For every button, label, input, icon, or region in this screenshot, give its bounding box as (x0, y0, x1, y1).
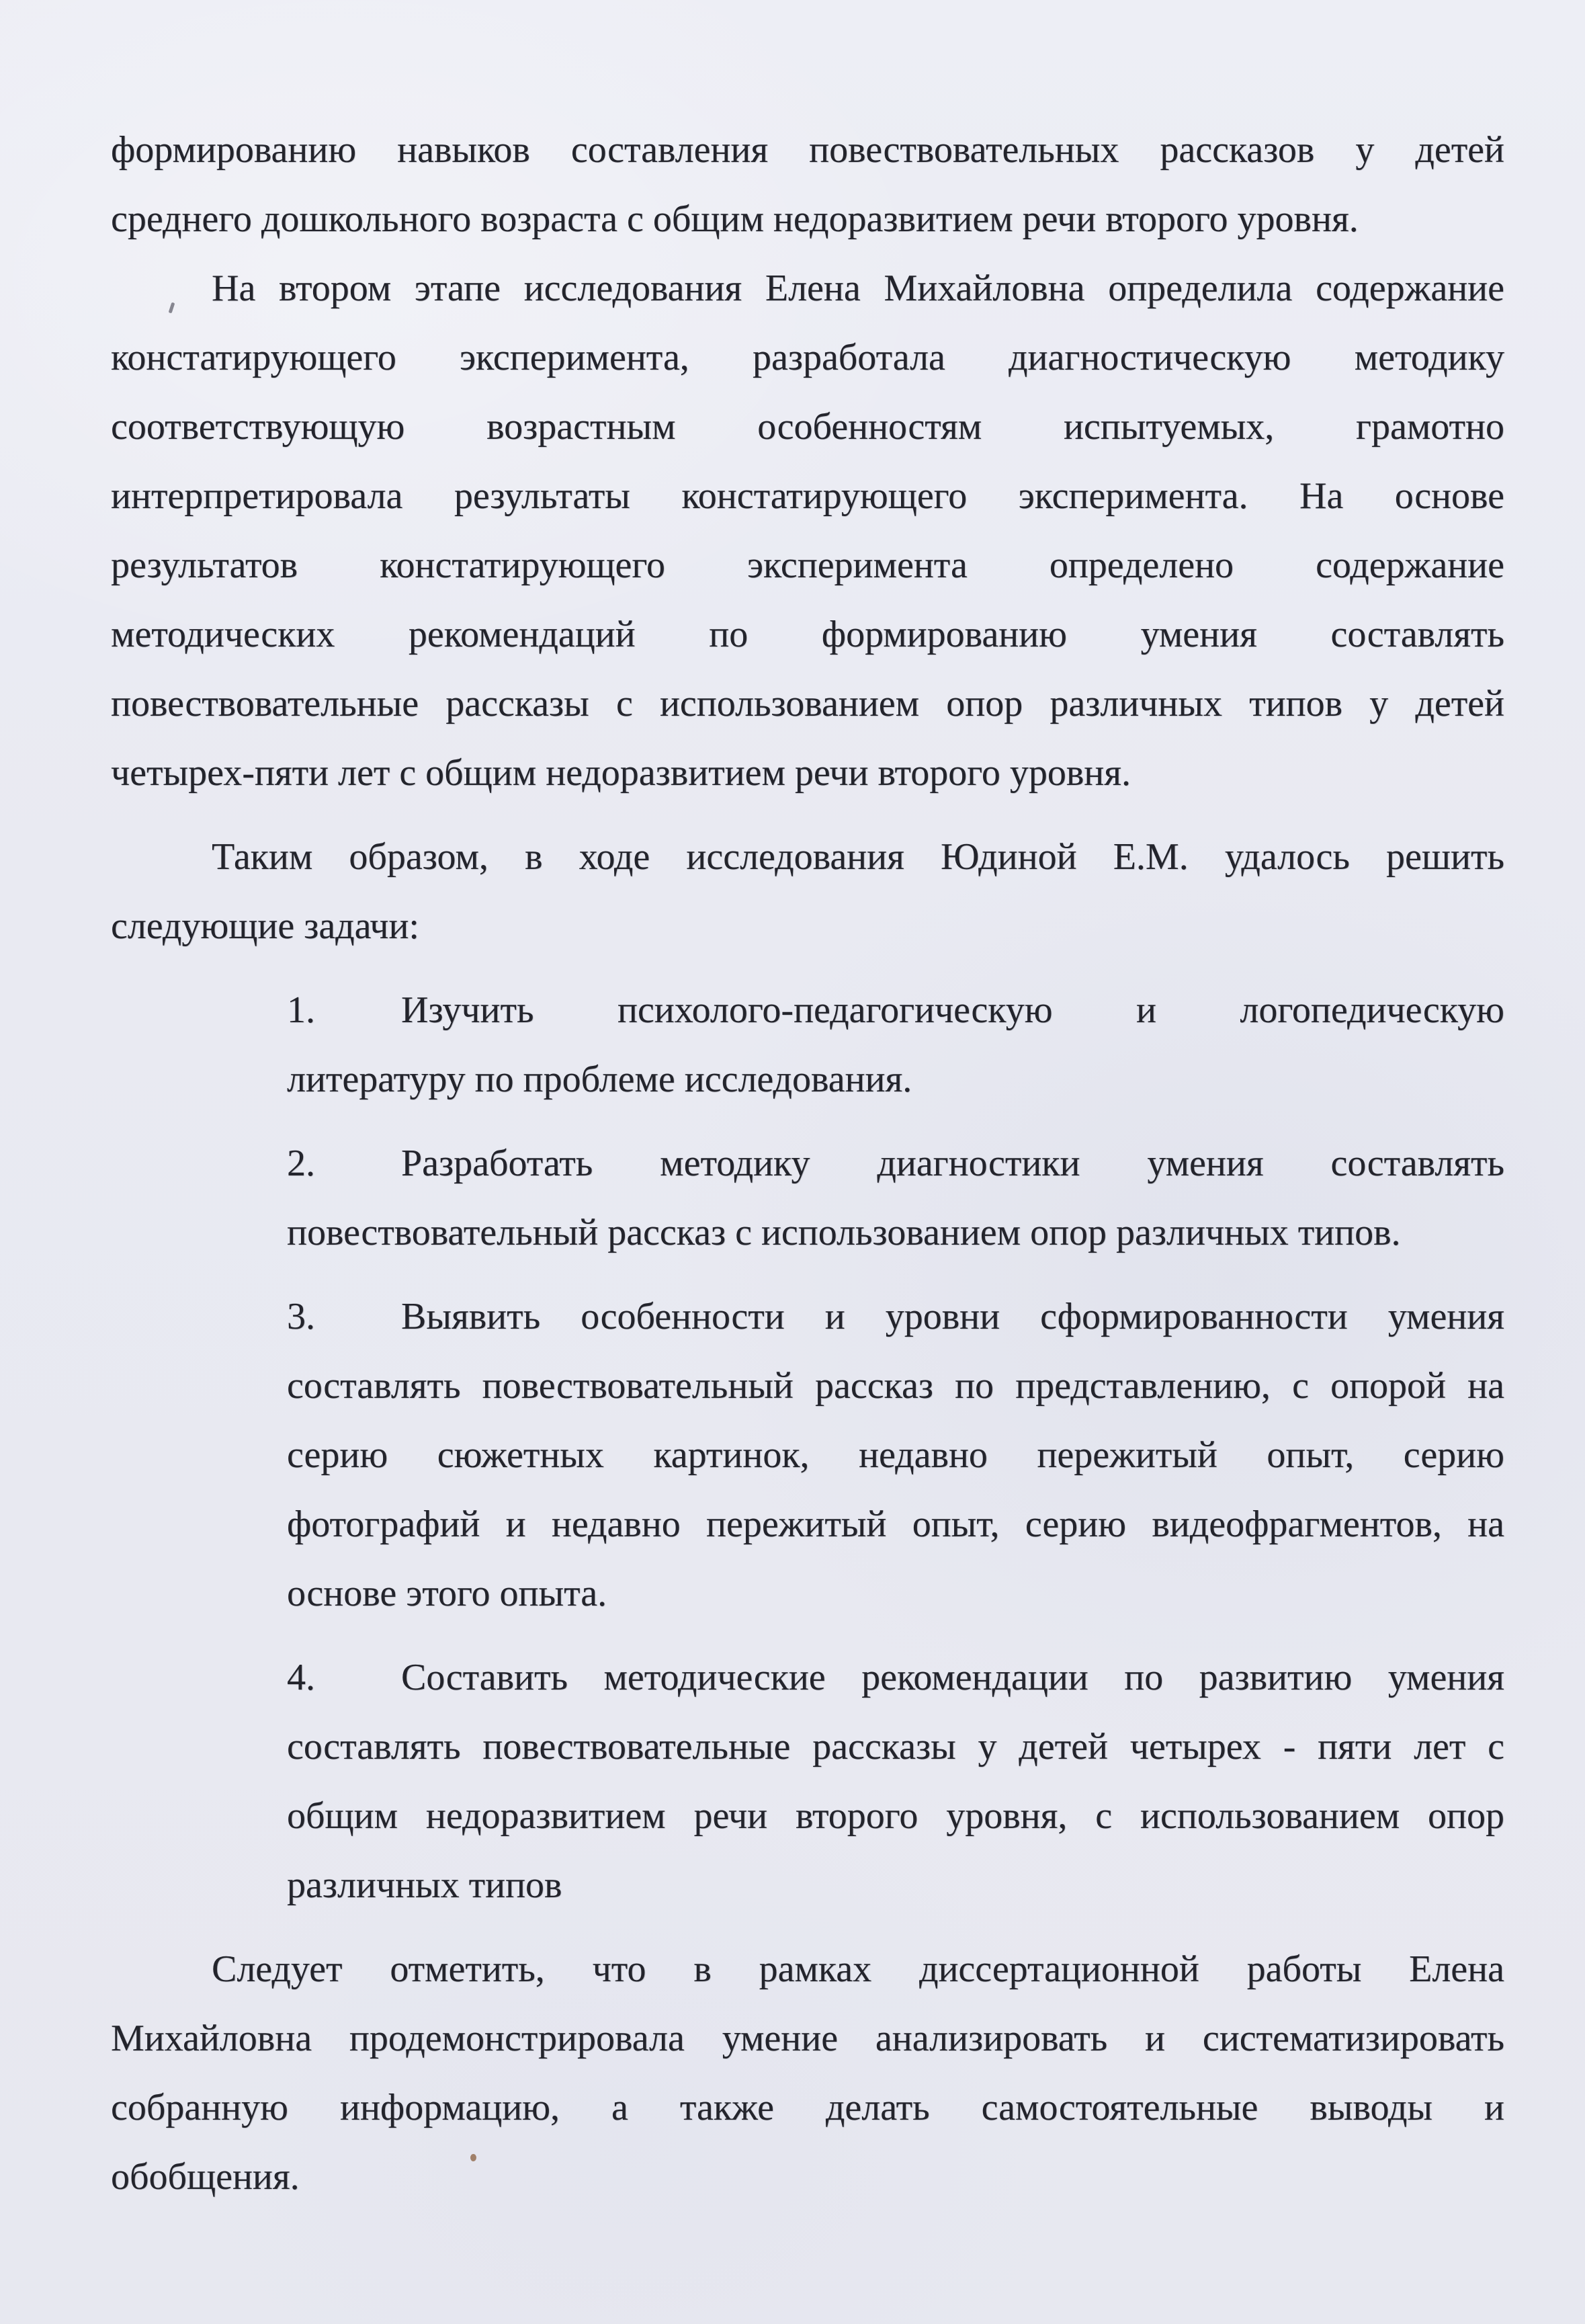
text-line (287, 1282, 1504, 1352)
document-text (111, 0, 1504, 2212)
text-line: различных типов (287, 1864, 562, 1906)
text-line: основе этого опыта. (287, 1573, 607, 1614)
item-text: Выявить особенности и уровни сформированности умения (401, 1296, 1504, 1337)
text-line: составлять повествовательный рассказ по представлению, с опорой на (287, 1365, 1504, 1407)
text-line: фотографий и недавно пережитый опыт, серию видеофрагментов, на (287, 1503, 1504, 1545)
text-line: повествовательные рассказы с использованием опор различных типов у детей (111, 683, 1504, 724)
text-line: результатов констатирующего эксперимента определено содержание (111, 544, 1504, 586)
numbered-item (287, 1643, 1504, 1920)
text-line: формированию навыков составления повествовательных рассказов у детей (111, 129, 1504, 171)
text-line: среднего дошкольного возраста с общим недоразвитием речи второго уровня. (111, 198, 1359, 240)
text-line: обобщения. (111, 2156, 300, 2198)
text-line: литературу по проблеме исследования. (287, 1059, 912, 1100)
text-line: На втором этапе исследования Елена Михайловна определила содержание (212, 267, 1504, 309)
text-line (287, 976, 1504, 1045)
item-text: Изучить психолого-педагогическую и логопедическую (401, 989, 1504, 1031)
text-line: соответствующую возрастным особенностям испытуемых, грамотно (111, 406, 1504, 448)
text-line: четырех-пяти лет с общим недоразвитием речи второго уровня. (111, 752, 1131, 794)
item-number: 3. (287, 1296, 315, 1337)
item-number: 2. (287, 1143, 315, 1184)
text-line (287, 1643, 1504, 1712)
task-list (287, 976, 1504, 1920)
text-line: Таким образом, в ходе исследования Юдиной Е.М. удалось решить (212, 836, 1504, 878)
numbered-item (287, 976, 1504, 1114)
numbered-item (287, 1282, 1504, 1628)
item-number: 4. (287, 1657, 315, 1698)
text-line: Следует отметить, что в рамках диссертационной работы Елена (212, 1948, 1504, 1990)
paragraph-conclusion (111, 1935, 1504, 2212)
text-line (287, 1129, 1504, 1198)
paragraph-continuation (111, 116, 1504, 254)
text-line: интерпретировала результаты констатирующего эксперимента. На основе (111, 475, 1504, 517)
text-line: повествовательный рассказ с использованием опор различных типов. (287, 1212, 1401, 1253)
paragraph-second-stage (111, 254, 1504, 808)
text-line: следующие задачи: (111, 905, 419, 947)
item-number: 1. (287, 989, 315, 1031)
text-line: методических рекомендаций по формированию умения составлять (111, 614, 1504, 655)
text-line: констатирующего эксперимента, разработала диагностическую методику (111, 337, 1504, 378)
paragraph-tasks-intro (111, 823, 1504, 961)
text-line: собранную информацию, а также делать самостоятельные выводы и (111, 2087, 1504, 2128)
dirt-speck (470, 2154, 476, 2161)
item-text: Составить методические рекомендации по развитию умения (401, 1657, 1504, 1698)
item-text: Разработать методику диагностики умения составлять (401, 1143, 1504, 1184)
text-line: общим недоразвитием речи второго уровня, с использованием опор (287, 1795, 1504, 1837)
text-line: серию сюжетных картинок, недавно пережитый опыт, серию (287, 1434, 1504, 1476)
numbered-item (287, 1129, 1504, 1268)
text-line: Михайловна продемонстрировала умение анализировать и систематизировать (111, 2018, 1504, 2059)
text-line: составлять повествовательные рассказы у детей четырех - пяти лет с (287, 1726, 1504, 1768)
